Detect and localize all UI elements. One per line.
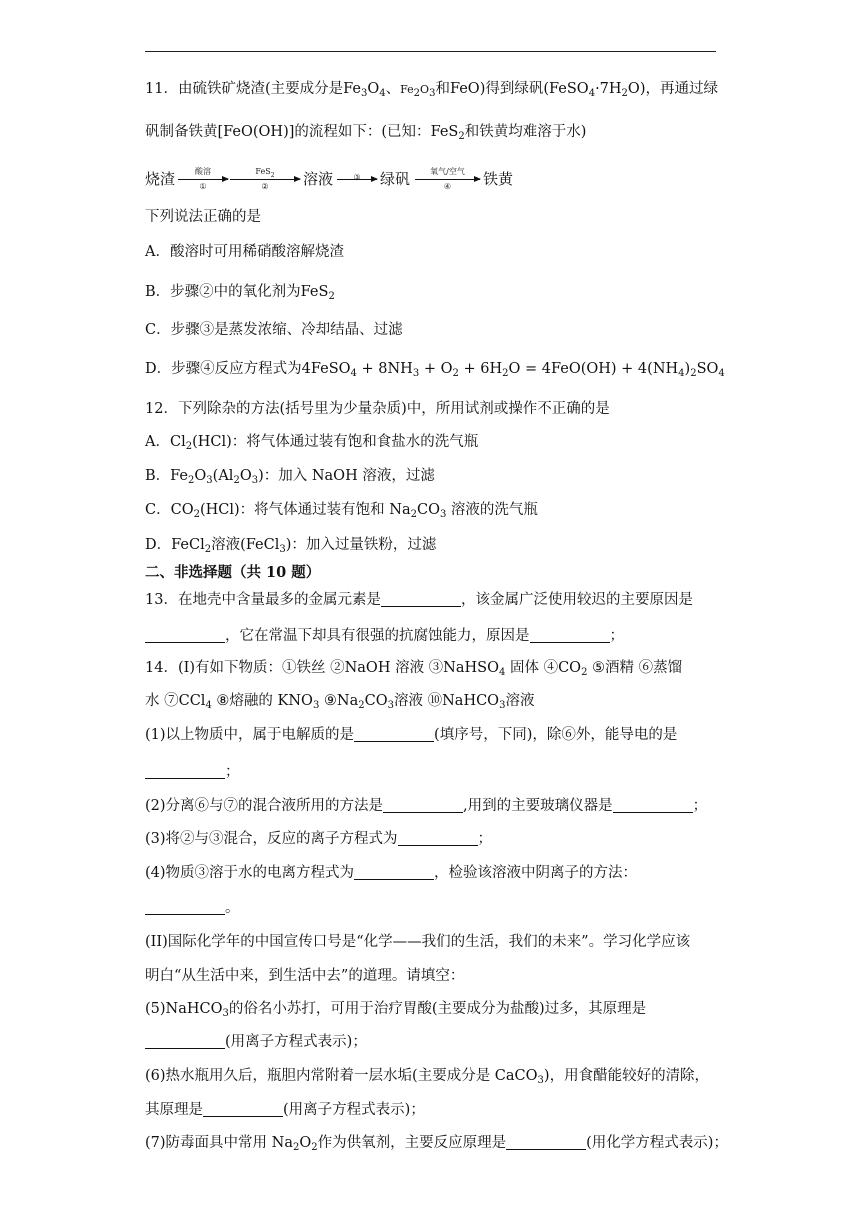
- answer-blank[interactable]: [145, 764, 225, 779]
- answer-blank[interactable]: [145, 1034, 225, 1049]
- q14-part6-cont: 其原理是 (用离子方程式表示)；: [145, 1102, 425, 1118]
- q14-part2-intro-2: 明白“从生活中来，到生活中去”的道理。请填空：: [145, 968, 465, 984]
- q12-option-a: A．$Cl_2(HCl)$：将气体通过装有饱和食盐水的洗气瓶: [145, 434, 479, 452]
- q12-option-c: C．$CO_2(HCl)$：将气体通过装有饱和 $Na_2CO_3$ 溶液的洗气瓶: [145, 502, 538, 520]
- q12-stem: 12．下列除杂的方法(括号里为少量杂质)中，所用试剂或操作不正确的是: [145, 401, 610, 417]
- q14-part7: (7)防毒面具中常用 $Na_2O_2$作为供氧剂，主要反应原理是 (用化学方程式表示)；: [145, 1135, 728, 1153]
- q13-line2: ，它在常温下却具有很强的抗腐蚀能力，原因是 ；: [145, 626, 624, 646]
- q12-option-b: B．$Fe_2O_3(Al_2O_3)$：加入 NaOH 溶液，过滤: [145, 468, 435, 486]
- q11-option-b: B．步骤②中的氧化剂为FeS$_2$: [145, 284, 335, 302]
- q14-part1-cont: ；: [145, 762, 240, 782]
- q14-part3: (3)将②与③混合，反应的离子方程式为 ；: [145, 831, 493, 847]
- answer-blank[interactable]: [203, 1102, 283, 1117]
- flow-step-solution: 溶液: [303, 170, 334, 188]
- flow-arrow-1: [178, 179, 228, 180]
- answer-blank[interactable]: [530, 628, 610, 643]
- flow-step-green-vitriol: 绿矾: [380, 170, 411, 188]
- flow-arrow-4: [415, 179, 480, 180]
- answer-blank[interactable]: [145, 900, 225, 915]
- q11-line2: 矾制备铁黄[FeO(OH)]的流程如下：(已知：FeS$_2$和铁黄均难溶于水): [145, 124, 587, 142]
- q11-option-d: D．步骤④反应方程式为4FeSO$_4$ + $8NH_3 + O_2 + 6H_2O = 4FeO(OH) + 4(NH_4)_2SO_4$: [145, 361, 725, 379]
- answer-blank[interactable]: [354, 727, 434, 742]
- process-flow: 烧渣 酸溶 ① FeS$_2$ ② 溶液 ③ 绿矾 氧气/空气 ④ 铁黄: [145, 167, 514, 191]
- q12-option-d: D．FeCl$_2$溶液(FeCl$_3$)：加入过量铁粉，过滤: [145, 537, 437, 555]
- answer-blank[interactable]: [145, 628, 225, 643]
- q14-part2: (2)分离⑥与⑦的混合液所用的方法是 ,用到的主要玻璃仪器是 ；: [145, 798, 708, 814]
- header-rule: [145, 51, 716, 52]
- answer-blank[interactable]: [506, 1135, 586, 1150]
- answer-blank[interactable]: [383, 798, 463, 813]
- flow-step-iron-yellow: 铁黄: [483, 170, 514, 188]
- q13-line1: 13．在地壳中含量最多的金属元素是 ，该金属广泛使用较迟的主要原因是: [145, 592, 693, 608]
- q14-part5-cont: (用离子方程式表示)；: [145, 1032, 367, 1052]
- q11-line1: 11．由硫铁矿烧渣(主要成分是$Fe_3O_4$、$Fe_2O_3$和FeO)得到绿矾$(FeSO_4\cdot 7H_2O)$，再通过绿: [145, 81, 718, 99]
- answer-blank[interactable]: [381, 592, 461, 607]
- q14-part5: (5)NaHCO$_3$的俗名小苏打，可用于治疗胃酸(主要成分为盐酸)过多，其原理是: [145, 1001, 647, 1019]
- q14-part2-intro-1: (II)国际化学年的中国宣传口号是“化学——我们的生活，我们的未来”。学习化学应该: [145, 934, 691, 950]
- q11-option-c: C．步骤③是蒸发浓缩、冷却结晶、过滤: [145, 322, 403, 338]
- q14-part6: (6)热水瓶用久后，瓶胆内常附着一层水垢(主要成分是 CaCO$_3$)，用食醋能较好的清除，: [145, 1068, 710, 1086]
- answer-blank[interactable]: [354, 865, 434, 880]
- q14-part4: (4)物质③溶于水的电离方程式为 ，检验该溶液中阴离子的方法：: [145, 865, 638, 881]
- answer-blank[interactable]: [398, 831, 478, 846]
- q14-part4-cont: 。: [145, 898, 240, 918]
- q11-stem: 下列说法正确的是: [145, 209, 261, 225]
- section-heading: 二、非选择题（共 10 题）: [145, 564, 321, 581]
- flow-arrow-2: [230, 179, 300, 180]
- q11-option-a: A．酸溶时可用稀硝酸溶解烧渣: [145, 244, 344, 260]
- flow-step-slag: 烧渣: [145, 170, 176, 188]
- q14-line2: 水 ⑦CCl$_4$ ⑧熔融的 $KNO_3$ $⑨Na_2CO_3$溶液 ⑩NaHCO$_3$溶液: [145, 693, 535, 711]
- answer-blank[interactable]: [613, 798, 693, 813]
- q14-line1: 14．(I)有如下物质：①铁丝 ②NaOH 溶液 ③NaHSO$_4$ 固体 $④CO_2$ ⑤酒精 ⑥蒸馏: [145, 660, 683, 678]
- q14-part1: (1)以上物质中，属于电解质的是 (填序号，下同)，除⑥外，能导电的是: [145, 727, 678, 743]
